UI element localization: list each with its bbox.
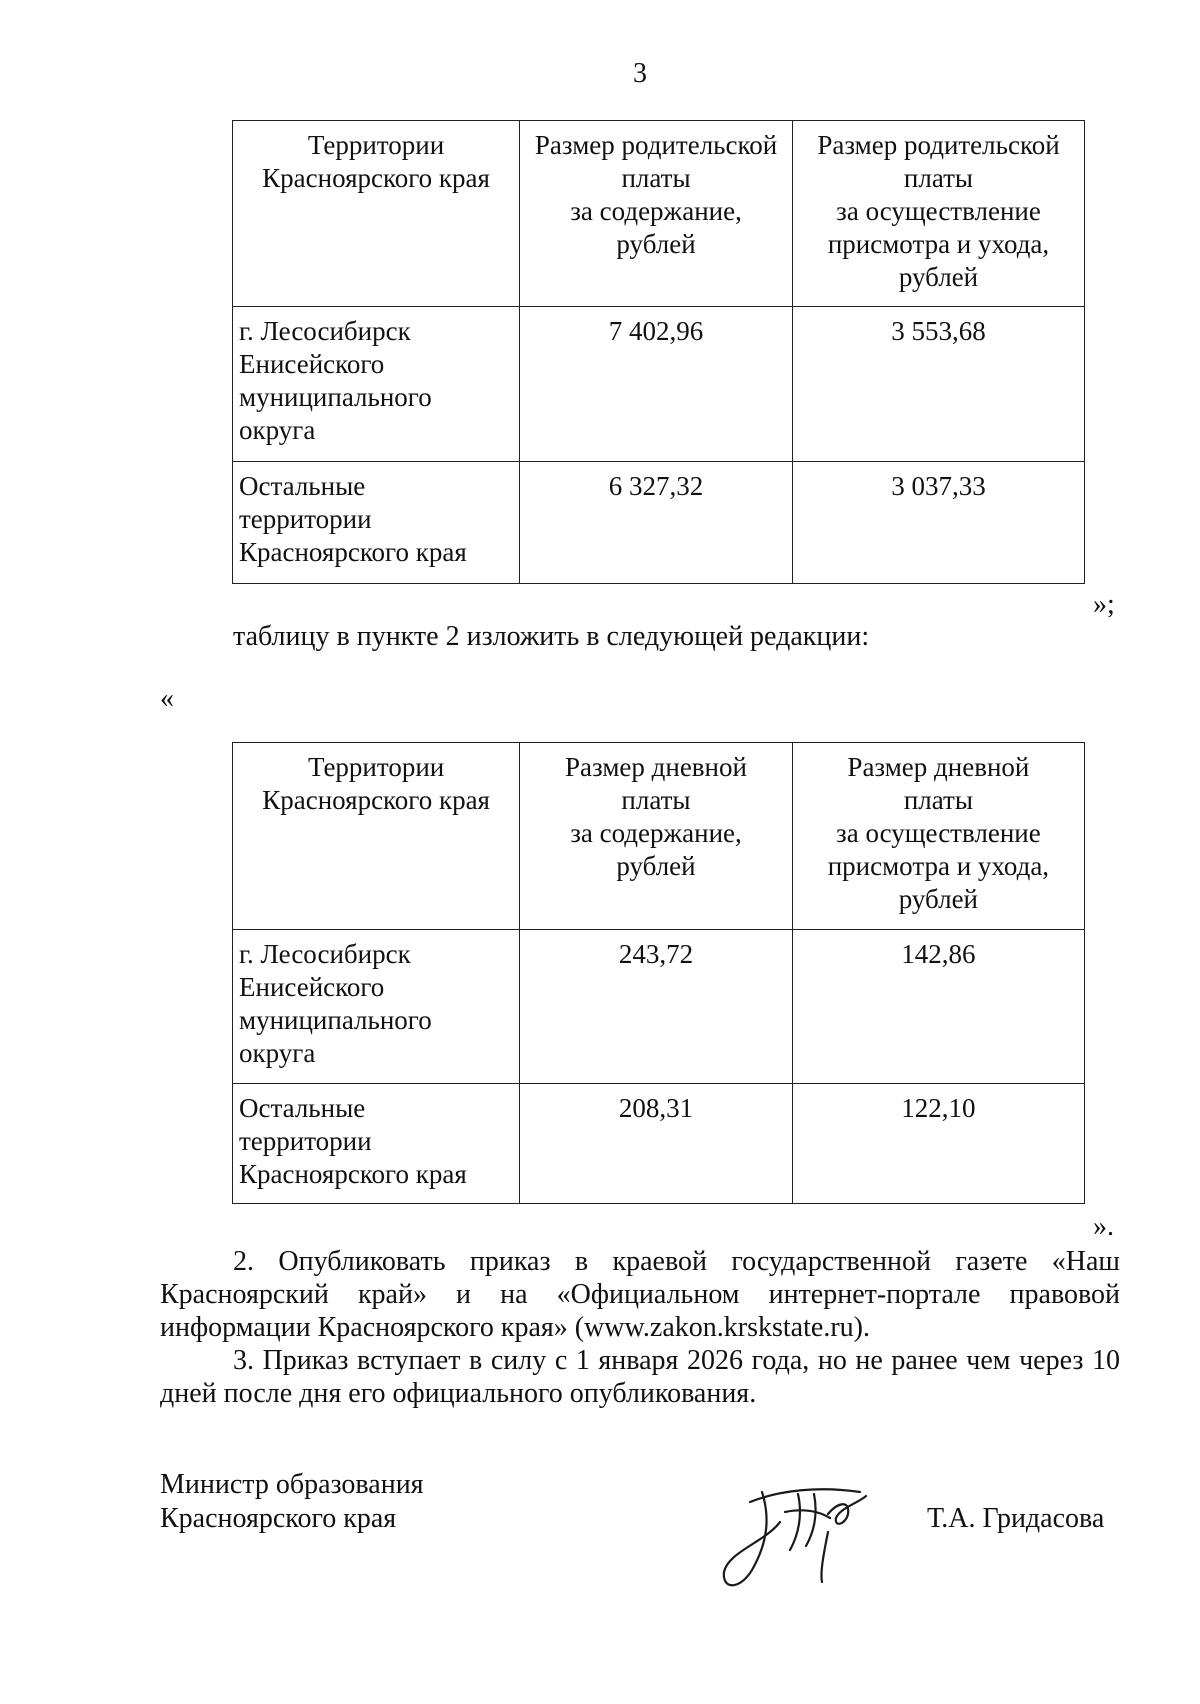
table-row — [233, 307, 1085, 462]
signer-title-line: Красноярского края — [160, 1503, 397, 1534]
parental-fee-table — [232, 120, 1085, 584]
territory-cell — [233, 462, 520, 584]
fee-maintenance-cell: 208,31 — [520, 1084, 793, 1204]
header-line: рублей — [616, 851, 696, 881]
header-line: платы — [621, 163, 691, 193]
fee-care-cell: 122,10 — [792, 1084, 1084, 1204]
handwritten-signature — [710, 1472, 885, 1597]
table-row — [233, 462, 1085, 584]
header-line: платы — [903, 163, 974, 193]
territory-cell — [233, 307, 520, 462]
header-line: Территории — [307, 130, 445, 160]
header-line: за осуществление — [836, 196, 1041, 226]
territory-line: г. Лесосибирск — [239, 316, 411, 346]
territory-line: округа — [239, 1038, 316, 1068]
page-number: 3 — [633, 58, 647, 89]
table-row — [233, 930, 1085, 1084]
header-line: за осуществление — [836, 818, 1041, 848]
paragraph-effective-date — [160, 1344, 1120, 1410]
fee-care-cell: 142,86 — [792, 930, 1084, 1084]
header-fee-maintenance — [520, 743, 793, 930]
paragraph-text: 3. Приказ вступает в силу с 1 января 2026 года, но не ранее чем через 10 дней после дня его официального опубликования. — [160, 1345, 1120, 1409]
header-line: Размер родительской — [534, 130, 778, 160]
fee-maintenance-cell: 243,72 — [520, 930, 793, 1084]
signer-name: Т.А. Гридасова — [927, 1503, 1105, 1534]
fee-care-cell: 3 037,33 — [793, 462, 1085, 584]
paragraph-publication — [160, 1245, 1120, 1344]
header-line: за содержание, — [570, 818, 742, 848]
header-fee-maintenance — [520, 121, 793, 307]
territory-line: Енисейского — [239, 349, 385, 379]
territory-line: округа — [239, 415, 316, 445]
table-row — [233, 1084, 1085, 1204]
header-line: за содержание, — [570, 196, 742, 226]
territory-line: муниципального — [239, 382, 432, 412]
territory-line: г. Лесосибирск — [239, 939, 411, 969]
header-line: Размер дневной — [565, 752, 747, 782]
territory-line: Красноярского края — [239, 537, 467, 567]
header-line: Территории — [307, 752, 445, 782]
table-header-row — [233, 121, 1085, 307]
territory-line: Остальные — [239, 1093, 366, 1123]
header-fee-care — [793, 121, 1085, 307]
closing-quote: ». — [1093, 1211, 1114, 1242]
header-line: Красноярского края — [262, 785, 490, 815]
header-line: рублей — [616, 229, 696, 259]
header-territory — [233, 743, 520, 930]
fee-maintenance-cell: 6 327,32 — [520, 462, 793, 584]
header-line: присмотра и ухода, — [827, 851, 1050, 881]
signer-title-line: Министр образования — [160, 1469, 424, 1500]
territory-line: Остальные — [239, 471, 366, 501]
territory-line: территории — [239, 1126, 372, 1156]
header-line: рублей — [898, 262, 979, 292]
header-line: Размер родительской — [817, 130, 1060, 160]
header-line: платы — [621, 785, 691, 815]
fee-maintenance-cell: 7 402,96 — [520, 307, 793, 462]
territory-line: Енисейского — [239, 972, 385, 1002]
signer-title — [160, 1468, 424, 1536]
header-territory — [233, 121, 520, 307]
daily-fee-table — [232, 742, 1085, 1204]
header-line: Размер дневной — [847, 752, 1030, 782]
header-fee-care — [792, 743, 1084, 930]
header-line: Красноярского края — [262, 163, 490, 193]
table-header-row — [233, 743, 1085, 930]
territory-cell — [233, 930, 520, 1084]
territory-line: Красноярского края — [239, 1159, 467, 1189]
territory-cell — [233, 1084, 520, 1204]
header-line: присмотра и ухода, — [827, 229, 1050, 259]
fee-care-cell: 3 553,68 — [793, 307, 1085, 462]
paragraph-text: 2. Опубликовать приказ в краевой государственной газете «Наш Красноярский край» и на «Официальном интернет-портале правовой информации Красноярского края» (www.zakon.krskstate.ru). — [160, 1246, 1120, 1343]
territory-line: муниципального — [239, 1005, 432, 1035]
territory-line: территории — [239, 504, 372, 534]
amendment-intro-text: таблицу в пункте 2 изложить в следующей редакции: — [233, 621, 870, 652]
opening-quote: « — [160, 683, 174, 714]
closing-quote: »; — [1093, 589, 1115, 620]
header-line: рублей — [898, 884, 979, 914]
header-line: платы — [903, 785, 973, 815]
